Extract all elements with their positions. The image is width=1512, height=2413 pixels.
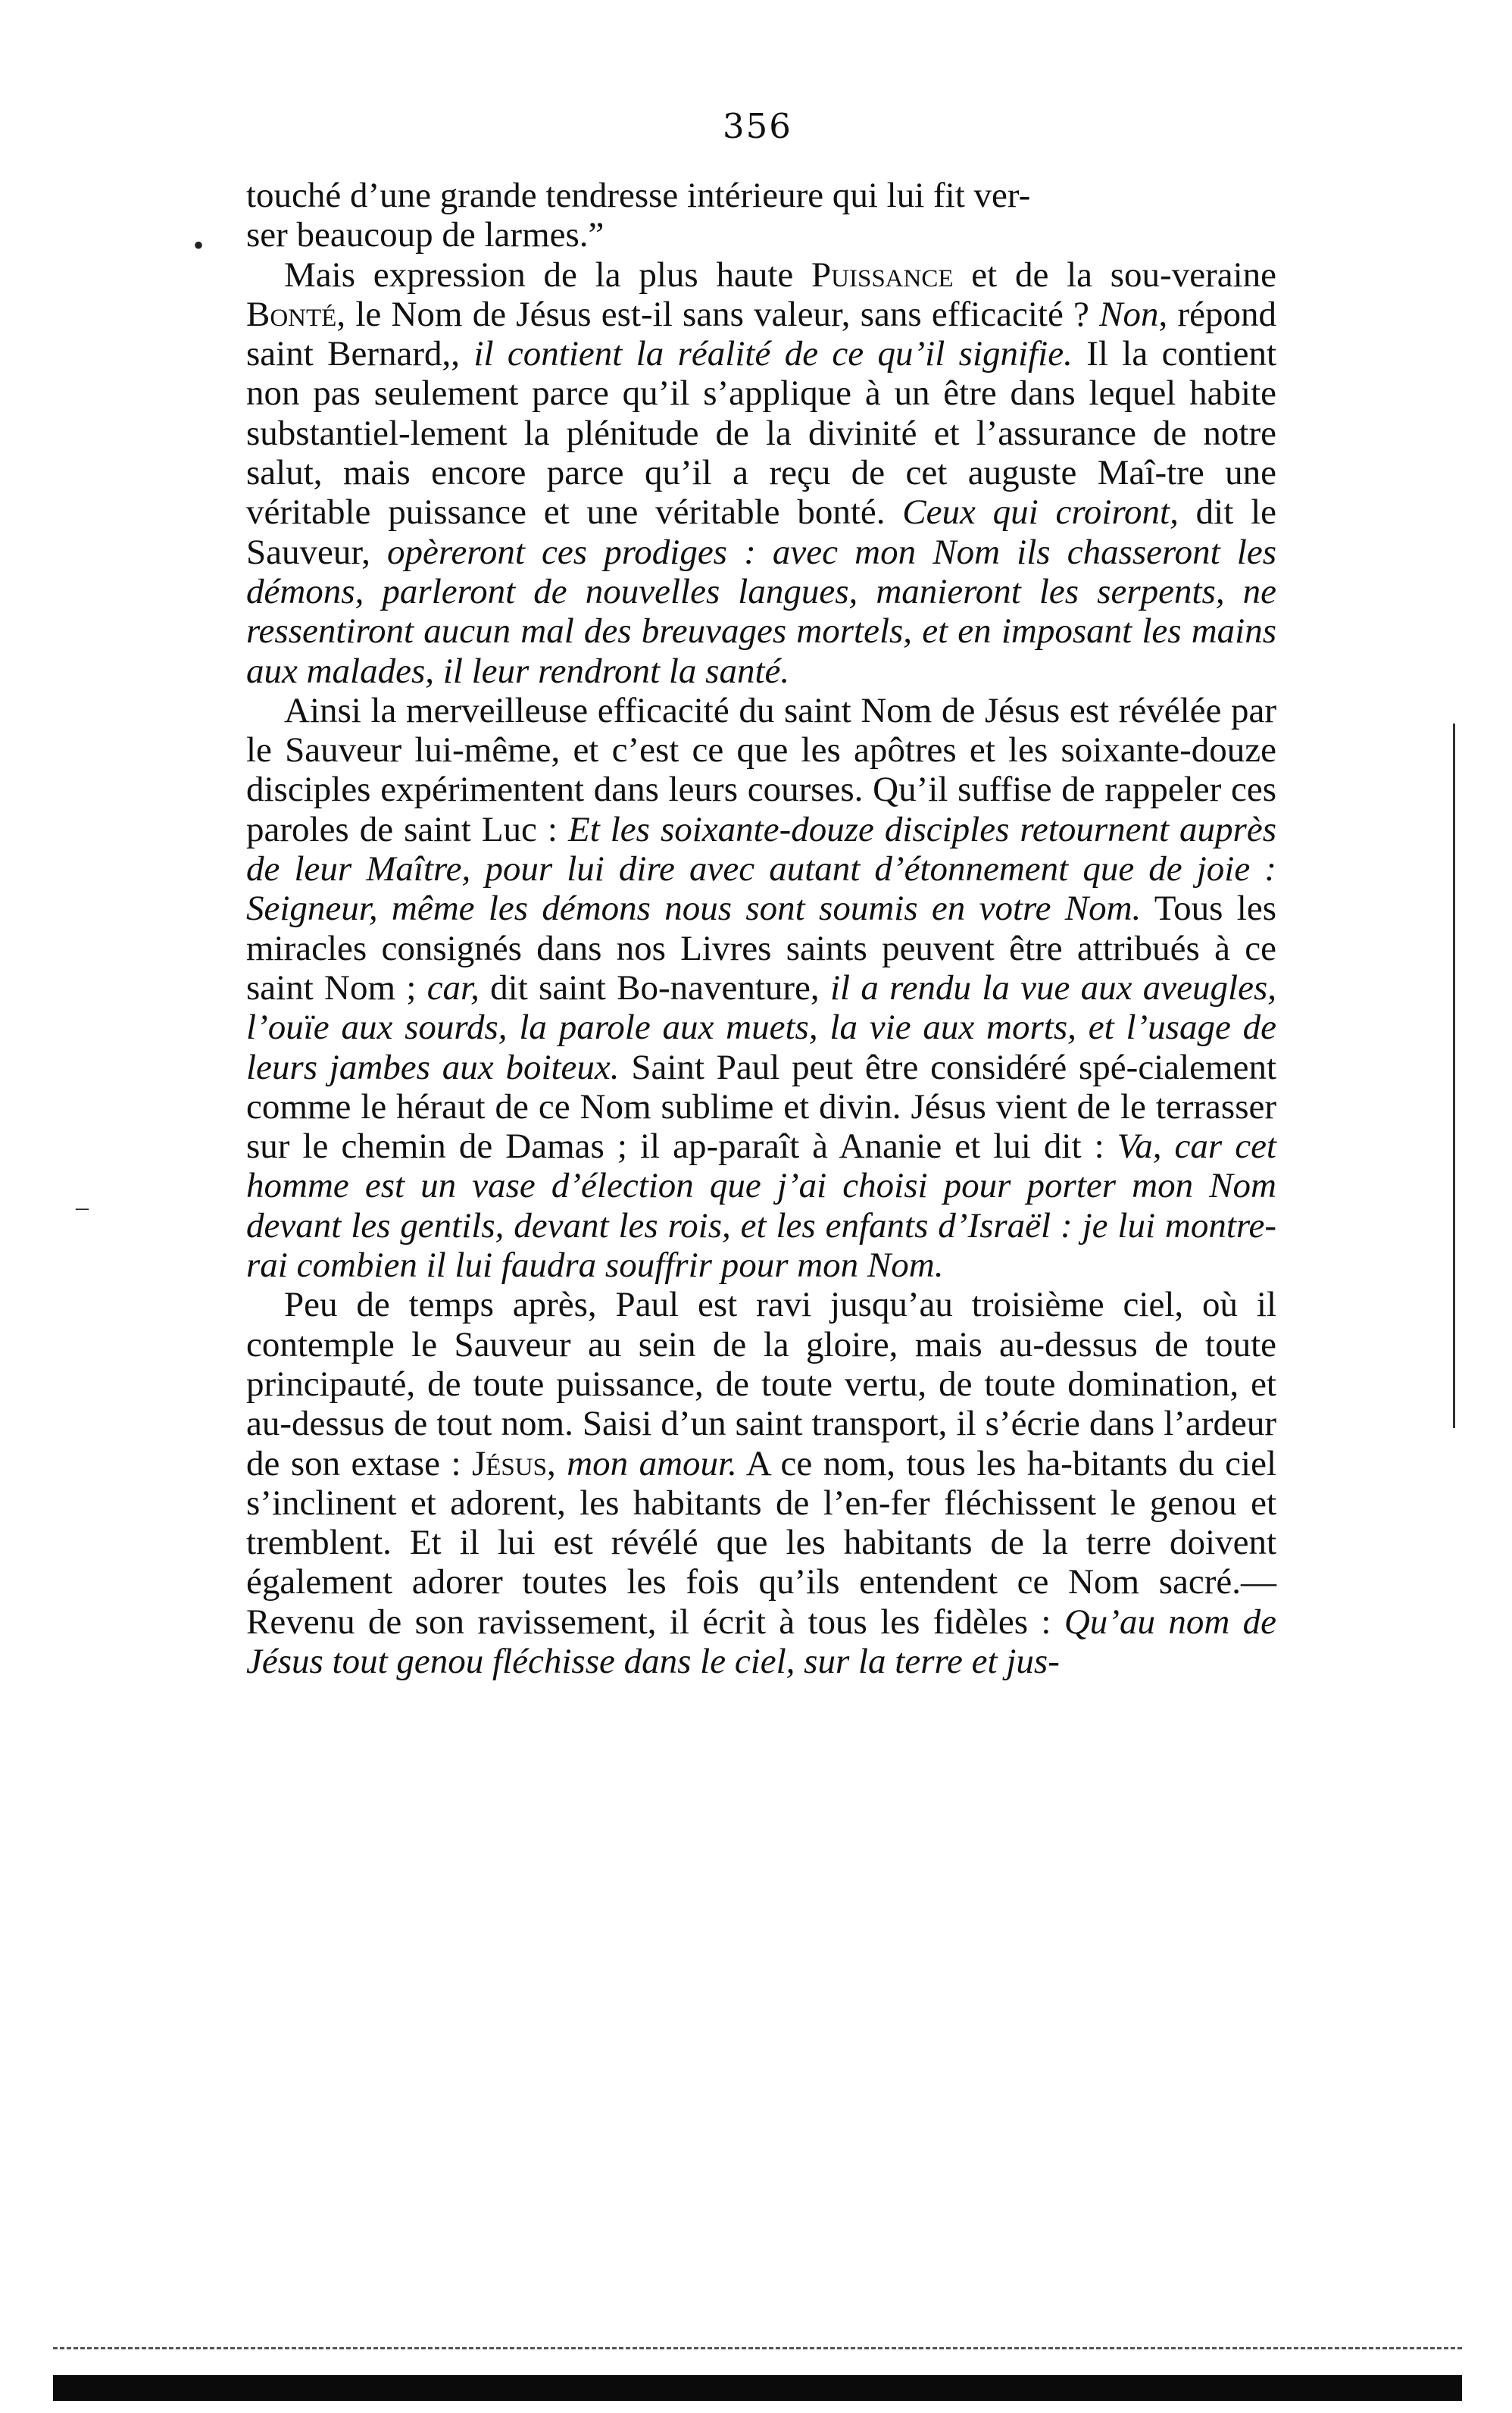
italic-run: il contient la réalité de ce qu’il signifie. (473, 334, 1073, 374)
italic-run: car, (426, 967, 480, 1008)
small-caps-bonte: Bonté (246, 294, 337, 334)
paragraph-continuation (246, 176, 1276, 255)
text-run: dit le Sauveur, (246, 492, 1276, 572)
text-run: et de la sou-veraine (953, 255, 1277, 295)
text-run: Tous les miracles consignés dans nos Livres saints peuvent être attribués à ce saint Nom ; (246, 889, 1276, 1008)
paragraph-efficacy (246, 691, 1276, 1285)
text-run: Mais expression de la plus haute (284, 255, 812, 295)
paragraph-name-power (246, 255, 1276, 691)
small-caps-puissance: Puissance (811, 255, 954, 295)
line-2: ser beaucoup de larmes.” (246, 215, 604, 255)
text-run: A ce nom, tous les ha-bitants du ciel s’inclinent et adorent, les habitants de l’en-fer fléchissent le genou et tremblent. Et il lui est révélé que les habitants de la terre doivent également adorer toutes les fois qu’ils entendent ce Nom sacré.—Revenu de son ravissement, il écrit à tous les fidèles : (246, 1443, 1277, 1642)
text-run: , (546, 1443, 567, 1483)
italic-quote: Va, car cet homme est un vase d’élection que j’ai choisi pour porter mon Nom devant les gentils, devant les rois, et les enfants d’Israël : je lui montre-rai combien il lui faudra souffrir pour mon Nom. (246, 1127, 1276, 1286)
italic-quote: Et les soixante-douze disciples retournent auprès de leur Maître, pour lui dire avec autant d’étonnement que de joie : Seigneur, même les démons nous sont soumis en votre Nom. (246, 809, 1276, 929)
italic-run: Ceux qui croiront, (902, 492, 1179, 533)
text-run: Saint Paul peut être considéré spé-cialement comme le héraut de ce Nom sublime et divin. Jésus vient de le terrasser sur le chemin de Damas ; il ap-paraît à Ananie et lui dit : (246, 1047, 1276, 1167)
text-run: Peu de temps après, Paul est ravi jusqu’au troisième ciel, où il contemple le Sauveur au sein de la gloire, mais au-dessus de toute principauté, de toute puissance, de toute vertu, de toute domination, et au-dessus de tout nom. Saisi d’un saint transport, il s’écrie dans l’ardeur de son extase : (246, 1285, 1276, 1483)
margin-dot: • (193, 228, 205, 262)
body-text (246, 176, 1276, 1681)
italic-quote: Qu’au nom de Jésus tout genou fléchisse dans le ciel, sur la terre et jus- (246, 1602, 1276, 1681)
margin-tick: – (76, 1193, 89, 1221)
text-run: Il la contient non pas seulement parce qu’il s’applique à un être dans lequel habite substantiel-lement la plénitude de la divinité et l’assurance de notre salut, mais encore parce qu’il a reçu de cet auguste Maî-tre une véritable puissance et une véritable bonté. (246, 334, 1276, 533)
page-number: 356 (723, 106, 792, 146)
text-run: , le Nom de Jésus est-il sans valeur, sans efficacité ? (336, 294, 1100, 334)
small-caps-jesus: Jésus (471, 1443, 547, 1483)
paragraph-paul (246, 1285, 1276, 1681)
italic-run: Non (1099, 294, 1159, 334)
italic-quote: opèreront ces prodiges : avec mon Nom ils chasseront les démons, parleront de nouvelles langues, manieront les serpents, ne ressentiront aucun mal des breuvages mortels, et en imposant les mains aux malades, il leur rendront la santé. (246, 532, 1276, 691)
margin-rule (1453, 724, 1455, 1428)
text-run: dit saint Bo-naventure, (479, 967, 830, 1008)
line-1: touché d’une grande tendresse intérieure qui lui fit ver- (246, 176, 1031, 215)
text-run: , répond saint Bernard,, (246, 294, 1276, 374)
italic-quote: il a rendu la vue aux aveugles, l’ouïe aux sourds, la parole aux muets, la vie aux morts, et l’usage de leurs jambes aux boiteux. (246, 967, 1276, 1087)
page-edge-dashes (53, 2347, 1462, 2357)
page-bottom-edge (53, 2375, 1462, 2401)
text-run: Ainsi la merveilleuse efficacité du saint Nom de Jésus est révélée par le Sauveur lui-même, et c’est ce que les apôtres et les soixante-douze disciples expérimentent dans leurs courses. Qu’il suffise de rappeler ces paroles de saint Luc : (246, 690, 1276, 849)
italic-run: mon amour. (567, 1443, 737, 1483)
